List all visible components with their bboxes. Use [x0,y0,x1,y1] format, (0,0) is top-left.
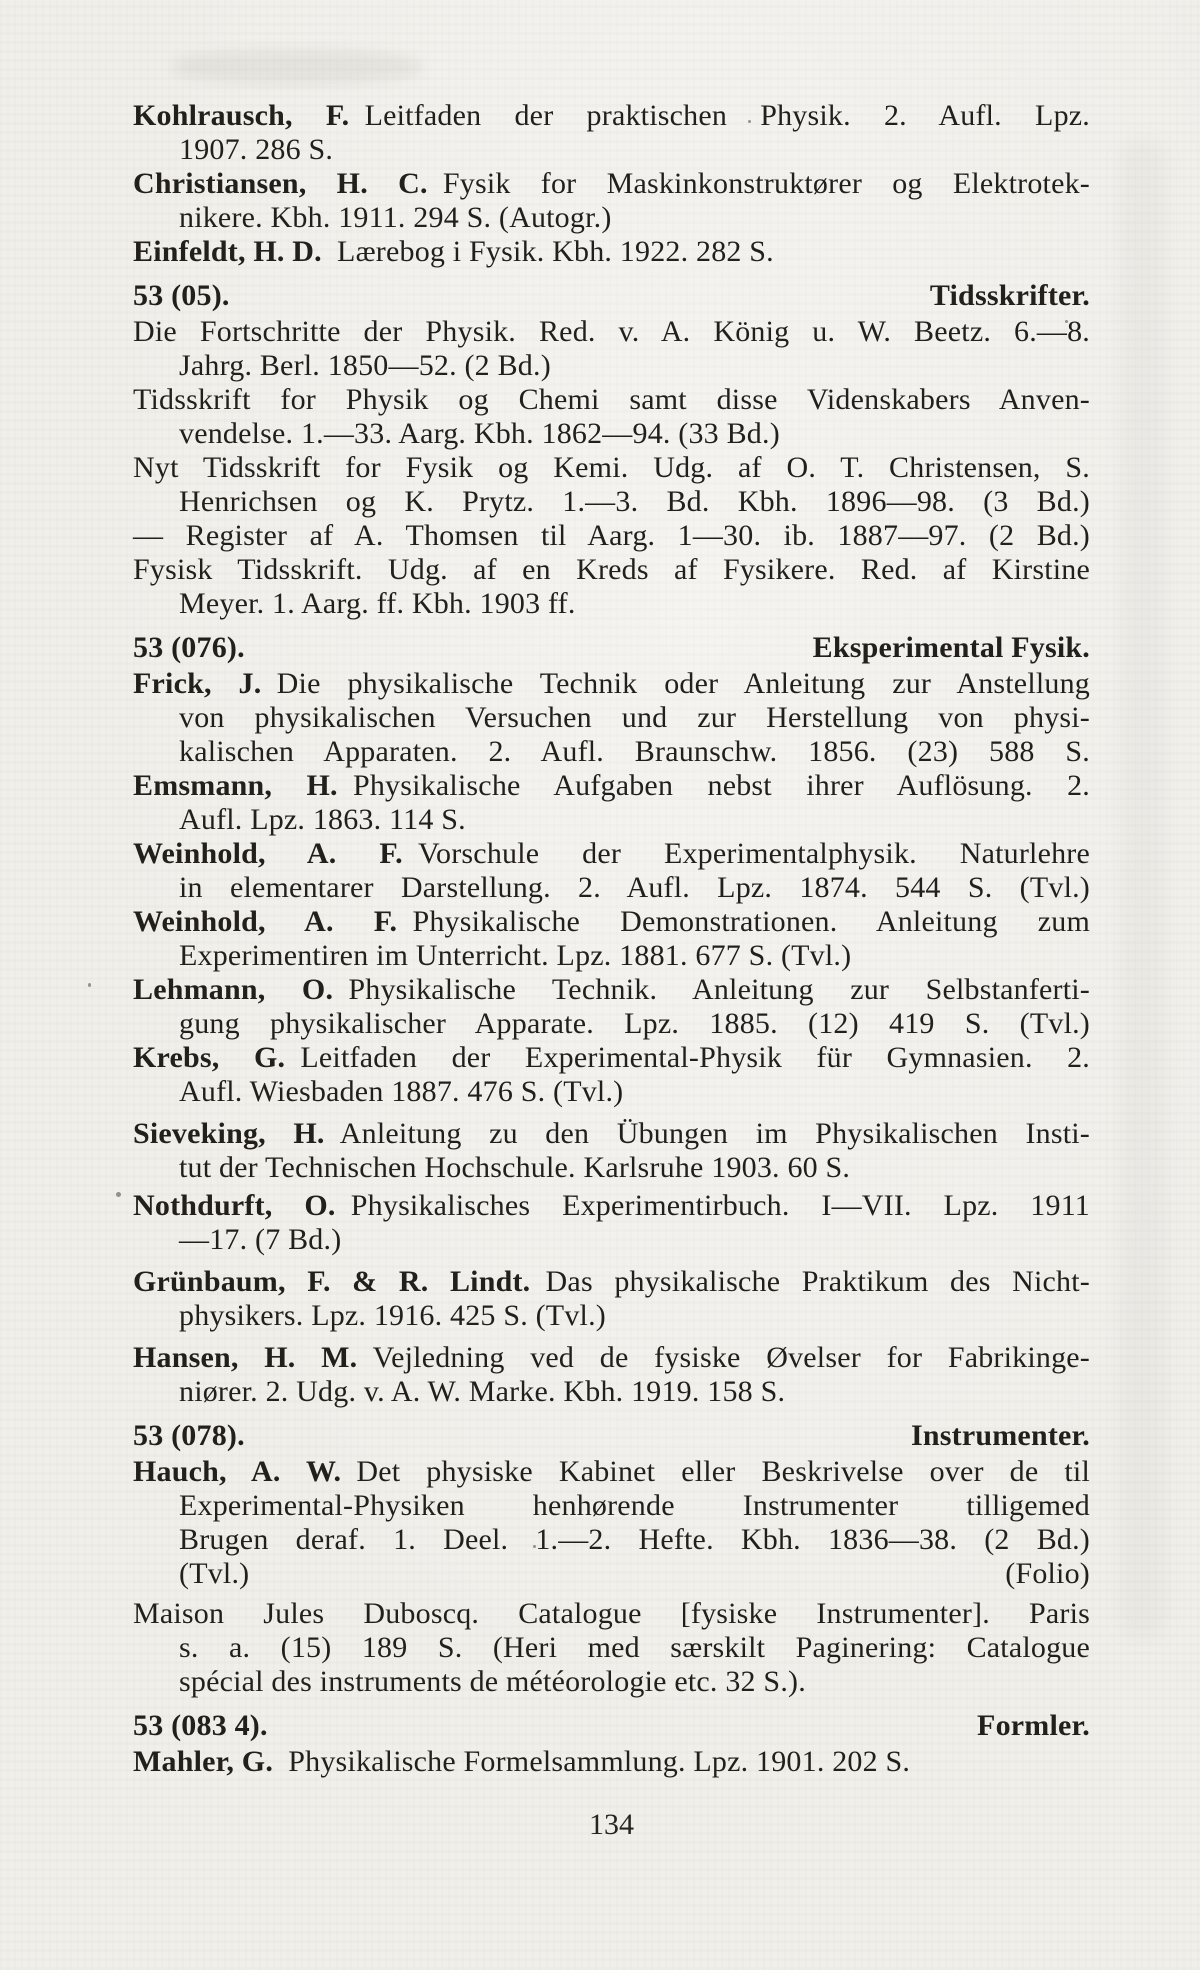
section-title: Tidsskrifter. [929,279,1090,312]
entry-line [133,1489,1090,1523]
entry-line [133,1557,1090,1591]
entry-line [133,837,1090,871]
entry-text: niører. 2. Udg. v. A. W. Marke. Kbh. 1919. 158 S. [179,1375,786,1408]
author-name: Nothdurft, O. [133,1189,336,1222]
entry-text: 1907. 286 S. [179,133,334,166]
entry-text: Die Fortschritte der Physik. Red. v. A. König u. W. Beetz. 6.—8. [133,315,1090,348]
bib-entry [133,383,1090,451]
section-title: Instrumenter. [911,1419,1090,1452]
bib-entry [133,553,1090,621]
author-name: Emsmann, H. [133,769,338,802]
entry-line [133,167,1090,201]
entry-text: kalischen Apparaten. 2. Aufl. Braunschw. 1856. (23) 588 S. [179,735,1090,768]
entry-line [133,1223,1090,1257]
bib-entry [133,667,1090,769]
entry-text: Vorschule der Experimentalphysik. Naturlehre [402,837,1091,870]
bib-entry [133,235,1090,269]
entry-line [133,133,1090,167]
entry-text: Lærebog i Fysik. Kbh. 1922. 282 S. [321,235,774,268]
entry-text: Experimental-Physiken henhørende Instrumenter tilligemed [179,1489,1090,1522]
entry-text: Maison Jules Duboscq. Catalogue [fysiske Instrumenter]. Paris [133,1597,1090,1630]
bib-entry [133,315,1090,383]
bib-entry [133,519,1090,553]
entry-line [133,905,1090,939]
entry-line [133,1631,1090,1665]
entry-text: — Register af A. Thomsen til Aarg. 1—30. ib. 1887—97. (2 Bd.) [133,519,1090,552]
entry-text: gung physikalischer Apparate. Lpz. 1885. (12) 419 S. (Tvl.) [179,1007,1090,1040]
entry-text: Jahrg. Berl. 1850—52. (2 Bd.) [179,349,551,382]
entry-text: Die physikalische Technik oder Anleitung zur Anstellung [261,667,1090,700]
author-name: Christiansen, H. C. [133,167,428,200]
entry-text: Fysisk Tidsskrift. Udg. af en Kreds af Fysikere. Red. af Kirstine [133,553,1090,586]
bib-entry [133,769,1090,837]
section-number: 53 (05). [133,279,230,312]
entry-line [133,1299,1090,1333]
section-number: 53 (083 4). [133,1709,268,1742]
bib-entry [133,1745,1090,1779]
entry-text: Leitfaden der Experimental-Physik für Gymnasien. 2. [285,1041,1091,1074]
entry-text: Fysik for Maskinkonstruktører og Elektrotek- [427,167,1090,200]
bib-entry [133,1041,1090,1109]
entry-line [133,1265,1090,1299]
author-name: Hansen, H. M. [133,1341,358,1374]
entry-line [133,417,1090,451]
entry-line [133,871,1090,905]
author-name: Sieveking, H. [133,1117,325,1150]
bib-entry [133,973,1090,1041]
entry-line [133,1117,1090,1151]
author-name: Weinhold, A. F. [133,905,398,938]
scan-speck [88,983,91,987]
entry-line [133,1041,1090,1075]
entry-line [133,235,1090,269]
entry-line [133,701,1090,735]
entry-line [133,1523,1090,1557]
entry-line [133,519,1090,553]
entry-text: (Tvl.) [179,1557,250,1590]
author-name: Grünbaum, F. & R. Lindt. [133,1265,531,1298]
entry-text: Det physiske Kabinet eller Beskrivelse over de til [341,1455,1090,1488]
entry-line [133,349,1090,383]
bib-entry [133,1117,1090,1185]
entry-text: Physikalische Formelsammlung. Lpz. 1901. 202 S. [273,1745,911,1778]
section-heading [133,631,1090,665]
entry-line [133,1375,1090,1409]
section-number: 53 (078). [133,1419,245,1452]
entry-text: —17. (7 Bd.) [179,1223,342,1256]
entry-line [133,1597,1090,1631]
entry-line [133,1075,1090,1109]
entry-line [133,1151,1090,1185]
entry-text: Experimentiren im Unterricht. Lpz. 1881. 677 S. (Tvl.) [179,939,852,972]
entry-line [133,769,1090,803]
entry-text: von physikalischen Versuchen und zur Herstellung von physi- [179,701,1090,734]
bib-entry [133,905,1090,973]
entry-line [133,803,1090,837]
entry-text: Vejledning ved de fysiske Øvelser for Fabrikinge- [357,1341,1090,1374]
entry-line [133,667,1090,701]
entry-text: Tidsskrift for Physik og Chemi samt disse Videnskabers Anven- [133,383,1090,416]
entry-text: Physikalische Technik. Anleitung zur Selbstanferti- [333,973,1091,1006]
bib-entry [133,451,1090,519]
entry-line [133,485,1090,519]
entry-text: Nyt Tidsskrift for Fysik og Kemi. Udg. af O. T. Christensen, S. [133,451,1090,484]
entry-line-left [179,1557,249,1591]
entry-text-right: (Folio) [1005,1557,1090,1590]
entry-text: tut der Technischen Hochschule. Karlsruhe 1903. 60 S. [179,1151,851,1184]
entry-line [133,315,1090,349]
bib-entry [133,1189,1090,1257]
author-name: Krebs, G. [133,1041,286,1074]
entry-text: Anleitung zu den Übungen im Physikalischen Insti- [324,1117,1090,1150]
entry-text: vendelse. 1.—33. Aarg. Kbh. 1862—94. (33 Bd.) [179,417,780,450]
entry-line [133,1341,1090,1375]
entry-text: Physikalisches Experimentirbuch. I—VII. Lpz. 1911 [335,1189,1090,1222]
scan-speck [116,1192,121,1197]
entry-text: in elementarer Darstellung. 2. Aufl. Lpz. 1874. 544 S. (Tvl.) [179,871,1090,904]
entry-text: Physikalische Demonstrationen. Anleitung zum [397,905,1090,938]
entry-line [133,973,1090,1007]
bleed-through-smudge [1120,140,1166,1640]
entry-line [133,1007,1090,1041]
section-number: 53 (076). [133,631,245,664]
author-name: Lehmann, O. [133,973,334,1006]
author-name: Weinhold, A. F. [133,837,403,870]
bib-entry [133,1265,1090,1333]
bib-entry [133,1597,1090,1699]
entry-text: Leitfaden der praktischen Physik. 2. Aufl. Lpz. [349,99,1090,132]
bib-entry [133,1455,1090,1591]
author-name: Frick, J. [133,667,262,700]
bib-entry [133,99,1090,167]
author-name: Mahler, G. [133,1745,274,1778]
entry-text: Physikalische Aufgaben nebst ihrer Auflösung. 2. [337,769,1090,802]
entry-text: Aufl. Wiesbaden 1887. 476 S. (Tvl.) [179,1075,624,1108]
entry-line [133,1665,1090,1699]
entry-text: Aufl. Lpz. 1863. 114 S. [179,803,466,836]
section-heading [133,1709,1090,1743]
entry-text: Henrichsen og K. Prytz. 1.—3. Bd. Kbh. 1896—98. (3 Bd.) [179,485,1090,518]
bib-entry [133,167,1090,235]
entry-text: physikers. Lpz. 1916. 425 S. (Tvl.) [179,1299,606,1332]
page-number: 134 [589,1808,634,1841]
author-name: Kohlrausch, F. [133,99,350,132]
entry-text: nikere. Kbh. 1911. 294 S. (Autogr.) [179,201,612,234]
section-title: Eksperimental Fysik. [812,631,1090,664]
entry-line [133,939,1090,973]
entry-line [133,451,1090,485]
entry-line [133,1189,1090,1223]
entry-line [133,735,1090,769]
entry-line [133,1455,1090,1489]
author-name: Einfeldt, H. D. [133,235,322,268]
bleed-through-smudge [172,50,422,84]
entry-line [133,587,1090,621]
entry-text: Meyer. 1. Aarg. ff. Kbh. 1903 ff. [179,587,576,620]
entry-line [133,201,1090,235]
section-heading [133,1419,1090,1453]
entry-text: Das physikalische Praktikum des Nicht- [530,1265,1090,1298]
entry-line [133,553,1090,587]
entry-text: s. a. (15) 189 S. (Heri med særskilt Paginering: Catalogue [179,1631,1090,1664]
entry-text: Brugen deraf. 1. Deel. 1.—2. Hefte. Kbh. 1836—38. (2 Bd.) [179,1523,1090,1556]
entry-line [133,99,1090,133]
section-heading [133,279,1090,313]
bibliography-content [133,99,1090,1779]
entry-text: spécial des instruments de météorologie etc. 32 S.). [179,1665,806,1698]
entry-line [133,1745,1090,1779]
bib-entry [133,837,1090,905]
author-name: Hauch, A. W. [133,1455,342,1488]
bib-entry [133,1341,1090,1409]
entry-line [133,383,1090,417]
section-title: Formler. [977,1709,1090,1742]
